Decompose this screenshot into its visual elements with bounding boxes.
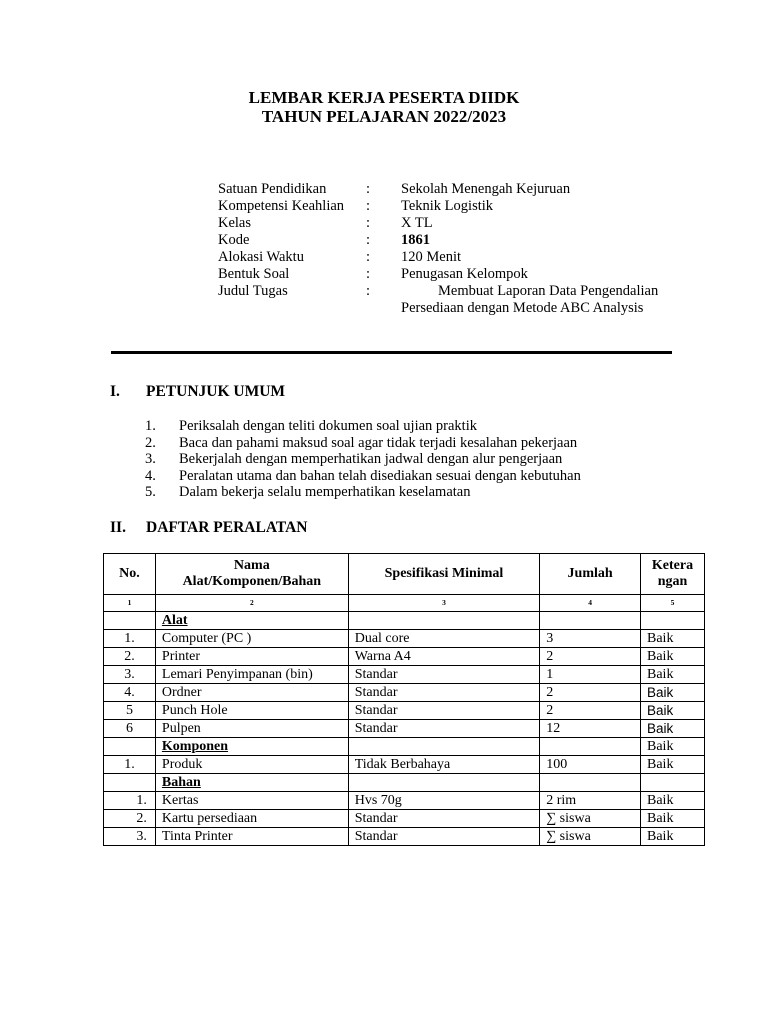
cell-ket (641, 774, 705, 792)
cell-no: 6 (104, 720, 156, 738)
list-text: Periksalah dengan teliti dokumen soal ujian praktik (179, 418, 477, 434)
cell-qty: 3 (540, 630, 641, 648)
cell-spec: Standar (348, 684, 539, 702)
table-row (104, 648, 705, 666)
info-colon: : (366, 181, 371, 197)
cell-spec: Standar (348, 720, 539, 738)
cell-spec (348, 612, 539, 630)
column-header-ket (641, 554, 705, 595)
cell-spec: Hvs 70g (348, 792, 539, 810)
info-colon: : (366, 215, 371, 231)
info-row-bentuk (218, 266, 701, 283)
cell-no: 4. (104, 684, 156, 702)
section-number: II. (110, 519, 126, 536)
info-colon: : (366, 266, 371, 282)
cell-spec: Standar (348, 810, 539, 828)
cell-spec (348, 738, 539, 756)
document-title: LEMBAR KERJA PESERTA DIIDK (248, 88, 520, 107)
cell-qty: 2 (540, 648, 641, 666)
cell-no (104, 612, 156, 630)
cell-category: Bahan (155, 774, 348, 792)
info-label: Bentuk Soal (218, 266, 290, 282)
cell-ket: Baik (641, 828, 705, 846)
column-header-name (155, 554, 348, 595)
cell-no: 2. (104, 648, 156, 666)
list-item (145, 435, 581, 452)
table-row-category (104, 738, 705, 756)
cell-name: Pulpen (155, 720, 348, 738)
cell-name: Lemari Penyimpanan (bin) (155, 666, 348, 684)
info-label: Kompetensi Keahlian (218, 198, 345, 214)
column-header-no: No. (104, 554, 156, 595)
cell-ket: Baik (641, 648, 705, 666)
info-row-kode (218, 232, 701, 249)
cell-qty: 12 (540, 720, 641, 738)
table-row (104, 684, 705, 702)
info-label: Kelas (218, 215, 252, 231)
cell-qty: 2 (540, 684, 641, 702)
info-colon: : (366, 232, 371, 248)
list-number: 1. (145, 418, 156, 434)
list-number: 5. (145, 484, 156, 501)
section-title: DAFTAR PERALATAN (146, 519, 308, 536)
cell-no (104, 774, 156, 792)
table-row (104, 630, 705, 648)
info-colon: : (366, 249, 371, 265)
cell-spec: Standar (348, 702, 539, 720)
cell-qty: 2 rim (540, 792, 641, 810)
cell-name: Punch Hole (155, 702, 348, 720)
table-row (104, 792, 705, 810)
table-row (104, 666, 705, 684)
cell-no: 1. (104, 630, 156, 648)
list-text: Bekerjalah dengan memperhatikan jadwal dengan alur pengerjaan (179, 451, 563, 468)
table-header-row (104, 554, 705, 595)
info-row-kompetensi (218, 198, 701, 215)
cell-name: Produk (155, 756, 348, 774)
info-row-satuan (218, 181, 701, 198)
table-row (104, 756, 705, 774)
cell-ket: Baik (641, 810, 705, 828)
cell-ket: Baik (641, 684, 705, 702)
info-block (218, 181, 701, 317)
index-cell: 3 (348, 595, 539, 612)
cell-category: Alat (155, 612, 348, 630)
info-value: Sekolah Menengah Kejuruan (401, 181, 571, 197)
cell-name: Kartu persediaan (155, 810, 348, 828)
horizontal-divider (111, 351, 672, 354)
instruction-list (145, 418, 581, 501)
cell-spec: Dual core (348, 630, 539, 648)
list-item (145, 484, 581, 501)
cell-no (104, 738, 156, 756)
cell-qty: ∑ siswa (540, 828, 641, 846)
section-title: PETUNJUK UMUM (146, 383, 286, 400)
info-label: Alokasi Waktu (218, 249, 304, 265)
table-row (104, 702, 705, 720)
index-cell: 5 (641, 595, 705, 612)
table-row-category (104, 612, 705, 630)
list-text: Baca dan pahami maksud soal agar tidak terjadi kesalahan pekerjaan (179, 434, 578, 451)
column-header-spec: Spesifikasi Minimal (348, 554, 539, 595)
cell-no: 5 (104, 702, 156, 720)
info-value: Membuat Laporan Data Pengendalian Persediaan dengan Metode ABC Analysis (401, 283, 659, 316)
list-item (145, 418, 581, 435)
info-colon: : (366, 198, 371, 214)
cell-no: 3. (104, 828, 156, 846)
cell-no: 2. (104, 810, 156, 828)
cell-ket: Baik (641, 720, 705, 738)
column-header-ket-line2: ngan (657, 574, 688, 589)
cell-qty (540, 774, 641, 792)
info-value: 1861 (401, 232, 430, 248)
cell-spec: Tidak Berbahaya (348, 756, 539, 774)
cell-qty (540, 738, 641, 756)
column-header-ket-line1: Ketera (651, 558, 694, 573)
info-label: Judul Tugas (218, 283, 288, 299)
info-colon: : (366, 283, 371, 299)
equipment-table (103, 553, 705, 846)
info-value: 120 Menit (401, 249, 462, 265)
cell-ket: Baik (641, 630, 705, 648)
cell-qty: 100 (540, 756, 641, 774)
table-row (104, 720, 705, 738)
list-text: Dalam bekerja selalu memperhatikan keselamatan (179, 484, 471, 501)
cell-no: 1. (104, 792, 156, 810)
index-cell: 1 (104, 595, 156, 612)
cell-ket: Baik (641, 738, 705, 756)
index-cell: 4 (540, 595, 641, 612)
document-subtitle: TAHUN PELAJARAN 2022/2023 (261, 107, 507, 126)
cell-category: Komponen (155, 738, 348, 756)
info-row-alokasi (218, 249, 701, 266)
info-value: Teknik Logistik (401, 198, 494, 214)
cell-qty: 1 (540, 666, 641, 684)
cell-name: Tinta Printer (155, 828, 348, 846)
cell-name: Printer (155, 648, 348, 666)
cell-spec: Standar (348, 666, 539, 684)
cell-no: 1. (104, 756, 156, 774)
section-heading-peralatan (110, 519, 307, 537)
info-row-judul (218, 283, 701, 317)
cell-no: 3. (104, 666, 156, 684)
list-item (145, 468, 581, 485)
list-item (145, 451, 581, 468)
table-row-category (104, 774, 705, 792)
cell-ket: Baik (641, 792, 705, 810)
info-value: Penugasan Kelompok (401, 266, 528, 282)
cell-qty: 2 (540, 702, 641, 720)
cell-qty (540, 612, 641, 630)
cell-name: Kertas (155, 792, 348, 810)
table-row (104, 810, 705, 828)
cell-ket (641, 612, 705, 630)
column-header-name-line1: Nama (233, 558, 270, 573)
column-header-qty: Jumlah (540, 554, 641, 595)
cell-spec: Standar (348, 828, 539, 846)
table-row (104, 828, 705, 846)
list-number: 2. (145, 434, 156, 451)
index-cell: 2 (155, 595, 348, 612)
info-value: X TL (401, 215, 433, 231)
cell-name: Computer (PC ) (155, 630, 348, 648)
cell-name: Ordner (155, 684, 348, 702)
list-number: 3. (145, 451, 156, 468)
cell-ket: Baik (641, 666, 705, 684)
section-number: I. (110, 383, 120, 400)
list-text: Peralatan utama dan bahan telah disediakan sesuai dengan kebutuhan (179, 467, 581, 484)
section-heading-petunjuk (110, 383, 285, 401)
cell-ket: Baik (641, 702, 705, 720)
cell-spec (348, 774, 539, 792)
column-header-name-line2: Alat/Komponen/Bahan (182, 574, 322, 589)
cell-spec: Warna A4 (348, 648, 539, 666)
cell-qty: ∑ siswa (540, 810, 641, 828)
info-label: Satuan Pendidikan (218, 181, 327, 197)
info-row-kelas (218, 215, 701, 232)
table-index-row (104, 595, 705, 612)
cell-ket: Baik (641, 756, 705, 774)
info-label: Kode (218, 232, 250, 248)
list-number: 4. (145, 467, 156, 484)
